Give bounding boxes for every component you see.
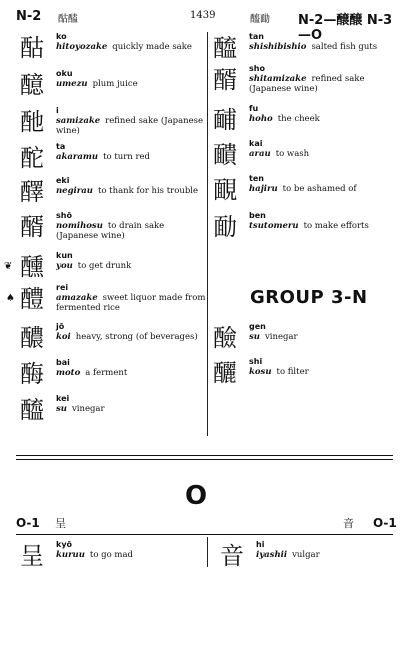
entry-reading: ko bbox=[56, 32, 67, 41]
entry-kanji: 醲 bbox=[20, 324, 44, 352]
column-divider bbox=[207, 537, 208, 567]
entry-reading: i bbox=[56, 106, 59, 115]
header-kanji-left: 酤醘 bbox=[58, 14, 78, 25]
entry-term: nomihosu bbox=[56, 221, 103, 231]
entry-kanji: 醑 bbox=[213, 66, 237, 94]
entry-kanji: 酡 bbox=[20, 144, 44, 172]
page-number: 1439 bbox=[190, 10, 216, 21]
entry-gloss: to turn red bbox=[103, 152, 150, 162]
entry-reading: oku bbox=[56, 69, 73, 78]
entry-reading: eki bbox=[56, 176, 70, 185]
header-kanji-right: 醯勔 bbox=[250, 14, 270, 25]
entry-reading: hi bbox=[256, 540, 265, 549]
entry-gloss: refined sake (Japanese wine) bbox=[56, 116, 204, 136]
entry-reading: shō bbox=[56, 211, 72, 220]
entry-gloss: to be ashamed of bbox=[282, 184, 357, 194]
entry-definition bbox=[249, 114, 399, 124]
entry-term: koi bbox=[56, 332, 71, 342]
entry-term: tsutomeru bbox=[249, 221, 299, 231]
entry-gloss: to get drunk bbox=[77, 261, 132, 271]
entry-kanji: 醴 bbox=[20, 285, 44, 313]
entry-term: shitamizake bbox=[249, 74, 307, 84]
entry-term: amazake bbox=[56, 293, 98, 303]
entry-kanji: 酶 bbox=[20, 360, 44, 388]
entry-term: iyashii bbox=[256, 550, 288, 560]
entry-kanji: 醯 bbox=[213, 34, 237, 62]
entry-term: umezu bbox=[56, 79, 88, 89]
column-divider bbox=[207, 32, 208, 436]
entry-kanji: 醶 bbox=[213, 324, 237, 352]
entry-kanji: 呈 bbox=[20, 542, 44, 570]
section-letter-heading: O bbox=[185, 481, 208, 511]
entry-reading: fu bbox=[249, 104, 259, 113]
entry-kanji: 醺 bbox=[20, 253, 44, 281]
entry-gloss: to thank for his trouble bbox=[97, 186, 199, 196]
entry-definition bbox=[256, 550, 402, 560]
entry-term: hoho bbox=[249, 114, 273, 124]
header-section-code-right: N-2—醸醸 N-3—O bbox=[298, 13, 393, 43]
entry-gloss: the cheek bbox=[277, 114, 320, 124]
entry-definition bbox=[56, 332, 206, 342]
entry-term: hajiru bbox=[249, 184, 278, 194]
entry-definition bbox=[249, 184, 399, 194]
entry-term: kosu bbox=[249, 367, 272, 377]
entry-definition bbox=[249, 42, 399, 52]
entry-kanji: 靧 bbox=[213, 141, 237, 169]
entry-reading: gen bbox=[249, 322, 266, 331]
entry-reading: ta bbox=[56, 142, 66, 151]
section-divider-rule bbox=[16, 455, 393, 456]
entry-term: kuruu bbox=[56, 550, 85, 560]
entry-reading: ten bbox=[249, 174, 264, 183]
entry-term: arau bbox=[249, 149, 271, 159]
entry-definition bbox=[249, 74, 399, 94]
entry-gloss: vinegar bbox=[71, 404, 105, 414]
section-divider-rule bbox=[16, 459, 393, 460]
entry-gloss: vulgar bbox=[292, 550, 320, 560]
entry-reading: bai bbox=[56, 358, 70, 367]
section-kanji-right: 音 bbox=[343, 517, 354, 530]
entry-reading: kei bbox=[56, 394, 70, 403]
entry-gloss: plum juice bbox=[92, 79, 138, 89]
entry-kanji: 勔 bbox=[213, 213, 237, 241]
entry-kanji: 酏 bbox=[20, 108, 44, 136]
group-heading: GROUP 3-N bbox=[250, 287, 368, 308]
entry-gloss: quickly made sake bbox=[112, 42, 192, 52]
entry-definition bbox=[249, 221, 399, 231]
entry-reading: kyō bbox=[56, 540, 73, 549]
entry-definition bbox=[56, 368, 206, 378]
entry-reading: shi bbox=[249, 357, 263, 366]
entry-kanji: 醑 bbox=[20, 213, 44, 241]
section-code-right: O-1 bbox=[373, 516, 397, 530]
entry-term: negirau bbox=[56, 186, 93, 196]
entry-definition bbox=[56, 152, 206, 162]
entry-definition bbox=[56, 79, 206, 89]
header-section-code-left: N-2 bbox=[16, 9, 42, 24]
entry-reading: sho bbox=[249, 64, 265, 73]
entry-kanji: 醷 bbox=[20, 71, 44, 99]
entry-reading: kun bbox=[56, 251, 73, 260]
entry-reading: rei bbox=[56, 283, 69, 292]
entry-gloss: a ferment bbox=[85, 368, 128, 378]
entry-kanji: 䩉 bbox=[213, 106, 237, 134]
entry-kanji: 靦 bbox=[213, 176, 237, 204]
entry-term: you bbox=[56, 261, 73, 271]
entry-gloss: sweet liquor made from fermented rice bbox=[56, 293, 206, 313]
entry-definition bbox=[249, 367, 399, 377]
entry-reading: jō bbox=[56, 322, 65, 331]
entry-gloss: to make efforts bbox=[303, 221, 369, 231]
entry-definition bbox=[249, 332, 399, 342]
entry-definition bbox=[56, 404, 206, 414]
entry-term: moto bbox=[56, 368, 81, 378]
entry-gloss: refined sake (Japanese wine) bbox=[249, 74, 365, 94]
entry-kanji: 醳 bbox=[20, 178, 44, 206]
entry-kanji: 醯 bbox=[20, 396, 44, 424]
entry-kanji: 酤 bbox=[20, 34, 44, 62]
entry-definition bbox=[56, 42, 206, 52]
entry-term: su bbox=[249, 332, 260, 342]
entry-term: samizake bbox=[56, 116, 101, 126]
entry-definition bbox=[56, 261, 206, 271]
entry-reading: tan bbox=[249, 32, 264, 41]
entry-definition bbox=[56, 550, 206, 560]
entry-gloss: to drain sake (Japanese wine) bbox=[56, 221, 165, 241]
entry-gloss: to filter bbox=[276, 367, 309, 377]
entry-gloss: heavy, strong (of beverages) bbox=[75, 332, 198, 342]
entry-definition bbox=[56, 293, 206, 313]
entry-definition bbox=[56, 116, 206, 136]
entry-definition bbox=[249, 149, 399, 159]
section-kanji-left: 呈 bbox=[55, 517, 66, 530]
entry-term: hitoyozake bbox=[56, 42, 108, 52]
section-divider-rule bbox=[16, 534, 393, 535]
entry-gloss: to go mad bbox=[89, 550, 133, 560]
entry-term: shishibishio bbox=[249, 42, 307, 52]
margin-ornament-mark: ♠ bbox=[6, 293, 15, 304]
entry-gloss: to wash bbox=[275, 149, 310, 159]
section-code-left: O-1 bbox=[16, 516, 40, 530]
entry-kanji: 釃 bbox=[213, 359, 237, 387]
entry-gloss: vinegar bbox=[264, 332, 298, 342]
entry-term: su bbox=[56, 404, 67, 414]
entry-gloss: salted fish guts bbox=[311, 42, 378, 52]
entry-reading: kai bbox=[249, 139, 263, 148]
entry-definition bbox=[56, 221, 206, 241]
entry-kanji: 音 bbox=[220, 542, 244, 570]
margin-ornament-mark: ❦ bbox=[4, 261, 13, 272]
entry-term: akaramu bbox=[56, 152, 99, 162]
entry-reading: ben bbox=[249, 211, 266, 220]
entry-definition bbox=[56, 186, 206, 196]
